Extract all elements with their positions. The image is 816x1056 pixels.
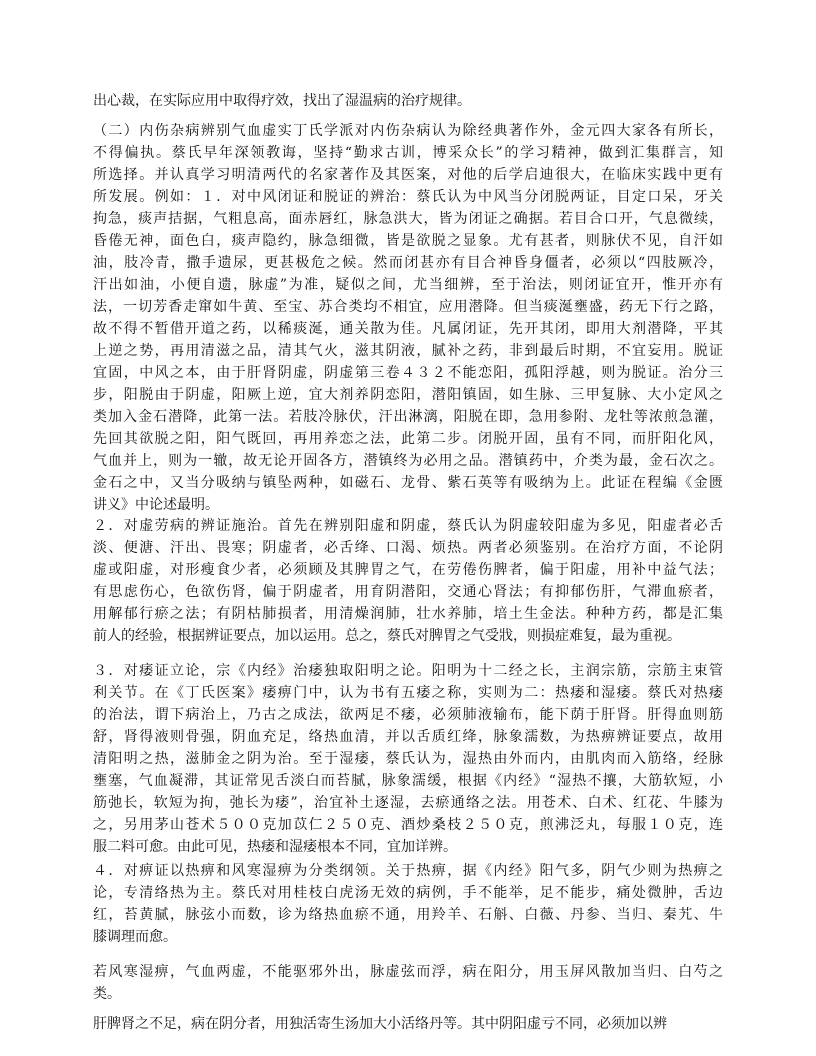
text-line: 之，另用茅山苍术５００克加苡仁２５０克、酒炒桑枝２５０克，煎沸泛丸，每服１０克，连 bbox=[93, 817, 723, 833]
text-line: 先回其欲脱之阳，阳气既回，再用养恋之法，此第二步。闭脱开固，虽有不同，而肝阳化风， bbox=[93, 431, 723, 447]
text-line: 虚或阳虚，对形瘦食少者，必须顾及其脾胃之气，在劳倦伤脾者，偏于阳虚，用补中益气法； bbox=[93, 562, 723, 578]
text-line: 讲义》中论述最明。 bbox=[93, 497, 219, 513]
paragraph bbox=[93, 1013, 723, 1035]
text-line: 前人的经验，根据辨证要点，加以运用。总之，蔡氏对脾胃之气受戕，则损症难复，最为重视。 bbox=[93, 628, 681, 644]
text-line: 步，阳脱由于阴虚，阳厥上逆，宜大剂养阴恋阳，潜阳镇固，如生脉、三甲复脉、大小定风之 bbox=[93, 387, 723, 403]
text-line: 宜固，中风之本，由于肝肾阴虚，阴虚第三卷４３２不能恋阳，孤阳浮越，则为脱证。治分三 bbox=[93, 365, 723, 381]
text-line: 的治法，谓下病治上，乃古之成法，欲两足不痿，必须肺液输布，能下荫于肝肾。肝得血则筋 bbox=[93, 707, 723, 723]
text-line: 法，一切芳香走窜如牛黄、至宝、苏合类均不相宜，应用潜降。但当痰涎壅盛，药无下行之路， bbox=[93, 299, 723, 315]
paragraph bbox=[93, 860, 723, 948]
text-line: 所发展。例如：１．对中风闭证和脱证的辨治：蔡氏认为中风当分闭脱两证，目定口呆，牙关 bbox=[93, 189, 723, 205]
text-line: 类加入金石潜降，此第一法。若肢冷脉伏，汗出淋漓，阳脱在即，急用参附、龙牡等浓煎急灌， bbox=[93, 409, 723, 425]
text-line: 故不得不暂借开道之药，以稀痰涎，通关散为佳。凡属闭证，先开其闭，即用大剂潜降，平其 bbox=[93, 321, 723, 337]
paragraph bbox=[93, 961, 723, 1005]
paragraph bbox=[93, 90, 723, 112]
text-line: 类。 bbox=[93, 986, 121, 1002]
text-line: 用解郁行瘀之法；有阴枯肺损者，用清燥润肺，壮水养肺，培土生金法。种种方药，都是汇集 bbox=[93, 606, 723, 622]
text-line: 红，苔黄腻，脉弦小而数，诊为络热血瘀不通，用羚羊、石斛、白薇、丹参、当归、秦艽、牛 bbox=[93, 907, 723, 923]
text-line: 气血并上，则为一辙，故无论开固各方，潜镇终为必用之品。潜镇药中，介类为最，金石次之。 bbox=[93, 453, 723, 469]
text-line: 有思虑伤心，色欲伤肾，偏于阴虚者，用育阴潜阳，交通心肾法；有抑郁伤肝，气滞血瘀者， bbox=[93, 584, 723, 600]
text-line: 上逆之势，再用清滋之品，清其气火，滋其阴液，腻补之药，非到最后时期，不宜妄用。脱证 bbox=[93, 343, 723, 359]
text-line: 利关节。在《丁氏医案》痿痹门中，认为书有五痿之称，实则为二：热痿和湿痿。蔡氏对热痿 bbox=[93, 685, 723, 701]
text-line: 出心裁，在实际应用中取得疗效，找出了湿温病的治疗规律。 bbox=[93, 93, 471, 109]
text-line: ４．对痹证以热痹和风寒湿痹为分类纲领。关于热痹，据《内经》阳气多，阴气少则为热痹之 bbox=[93, 863, 723, 879]
text-line: 膝调理而愈。 bbox=[93, 929, 177, 945]
text-line: ３．对痿证立论，宗《内经》治痿独取阳明之论。阳明为十二经之长，主润宗筋，宗筋主束管 bbox=[93, 663, 723, 679]
text-line: （二）内伤杂病辨别气血虚实丁氏学派对内伤杂病认为除经典著作外，金元四大家各有所长， bbox=[93, 123, 723, 139]
text-line: 淡、便溏、汗出、畏寒；阴虚者，必舌绛、口渴、烦热。两者必须鉴别。在治疗方面，不论阴 bbox=[93, 540, 723, 556]
text-line: 论，专清络热为主。蔡氏对用桂枝白虎汤无效的病例，手不能举，足不能步，痛处微肿，舌边 bbox=[93, 885, 723, 901]
text-line: 若风寒湿痹，气血两虚，不能驱邪外出，脉虚弦而浮，病在阳分，用玉屏风散加当归、白芍之 bbox=[93, 964, 723, 980]
paragraph bbox=[93, 515, 723, 647]
text-line: 所选择。并认真学习明清两代的名家著作及其医案，对他的后学启迪很大，在临床实践中更有 bbox=[93, 167, 723, 183]
paragraph bbox=[93, 660, 723, 858]
text-line: 壅塞，气血凝滞，其证常见舌淡白而苔腻，脉象濡缓，根据《内经》“湿热不攘，大筋软短，小 bbox=[93, 773, 723, 789]
text-line: 清阳明之热，滋肺金之阴为治。至于湿痿，蔡氏认为，湿热由外而内，由肌肉而入筋络，经脉 bbox=[93, 751, 723, 767]
paragraph bbox=[93, 120, 723, 516]
text-line: 舒，肾得液则骨强，阴血充足，络热血清，并以舌质红绛，脉象濡数，为热痹辨证要点，故用 bbox=[93, 729, 723, 745]
text-line: 金石之中，又当分吸纳与镇坠两种，如磁石、龙骨、紫石英等有吸纳为上。此证在程编《金匮 bbox=[93, 475, 723, 491]
text-line: ２．对虚劳病的辨证施治。首先在辨别阳虚和阴虚，蔡氏认为阴虚较阳虚为多见，阳虚者必舌 bbox=[93, 518, 723, 534]
text-line: 汗出如油，小便自遗，脉虚”为准，疑似之间，尤当细辨，至于治法，则闭证宜开，惟开亦有 bbox=[93, 277, 723, 293]
text-line: 筋弛长，软短为拘，弛长为痿”，治宜补土逐湿，去瘀通络之法。用苍术、白术、红花、牛膝为 bbox=[93, 795, 723, 811]
text-line: 肝脾肾之不足，病在阴分者，用独活寄生汤加大小活络丹等。其中阴阳虚亏不同，必须加以辨 bbox=[93, 1016, 667, 1032]
text-line: 不得偏执。蔡氏早年深领教诲，坚持“勤求古训，博采众长”的学习精神，做到汇集群言，知 bbox=[93, 145, 723, 161]
text-line: 昏倦无神，面色白，痰声隐约，脉急细微，皆是欲脱之显象。尤有甚者，则脉伏不见，自汗如 bbox=[93, 233, 723, 249]
text-line: 拘急，痰声拮据，气粗息高，面赤唇红，脉急洪大，皆为闭证之确据。若目合口开，气息微续， bbox=[93, 211, 723, 227]
text-line: 服二料可愈。由此可见，热痿和湿痿根本不同，宜加详辨。 bbox=[93, 839, 457, 855]
text-line: 油，肢冷青，撒手遗尿，更甚极危之候。然而闭甚亦有目合神昏身僵者，必须以“四肢厥冷， bbox=[93, 255, 723, 271]
